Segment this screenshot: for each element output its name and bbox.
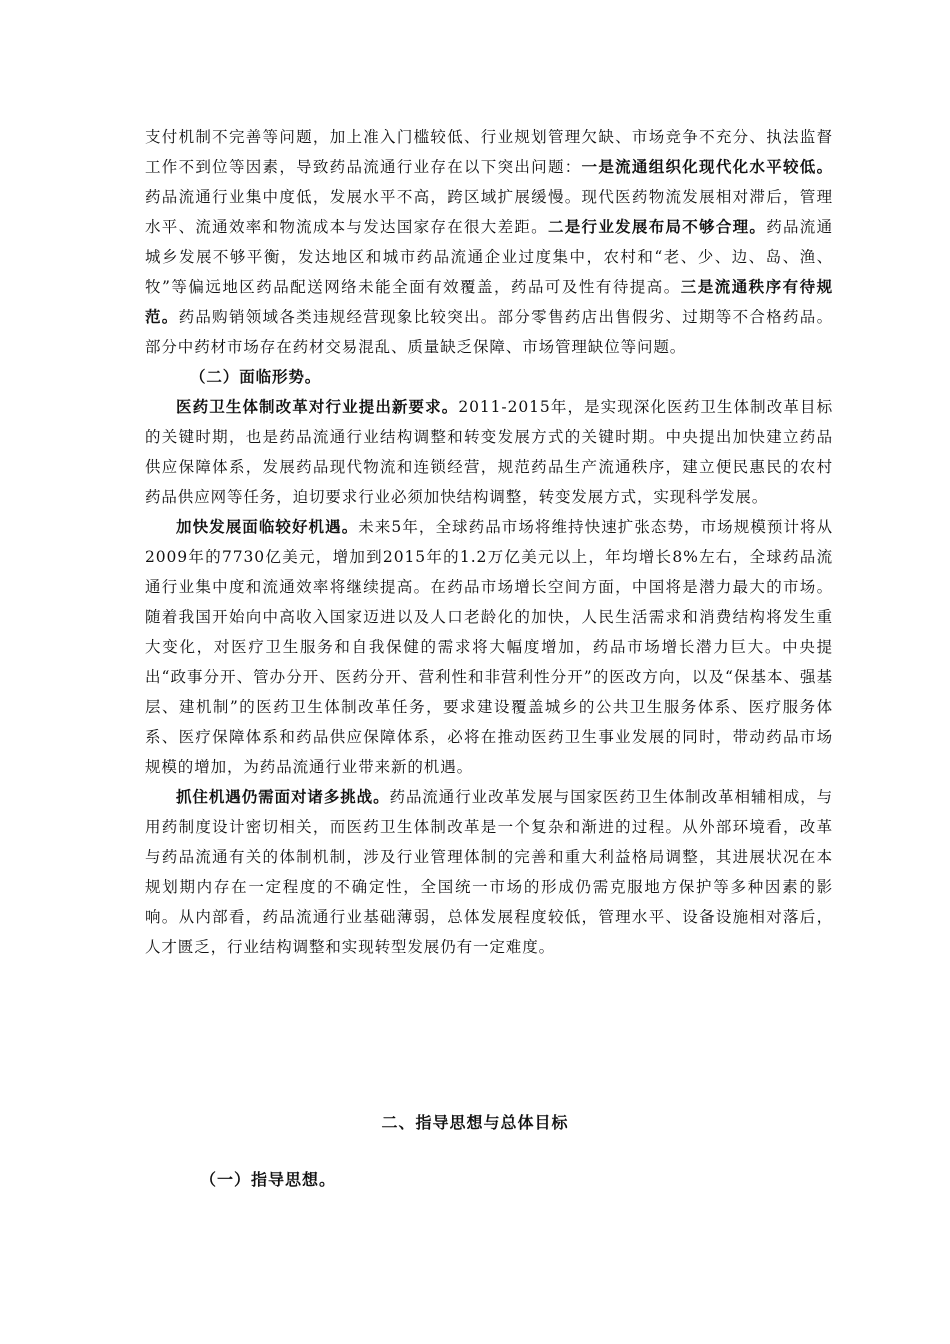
bold-phrase: 一是流通组织化现代化水平较低。 bbox=[581, 157, 833, 176]
text-run: 药品购销领域各类违规经营现象比较突出。部分零售药店出售假劣、过期等不合格药品。部分中药材市场存在药材交易混乱、质量缺乏保障、市场管理缺位等问题。 bbox=[145, 308, 833, 356]
text-run: 药品流通行业改革发展与国家医药卫生体制改革相辅相成，与用药制度设计密切相关，而医药卫生体制改革是一个复杂和渐进的过程。从外部环境看，改革与药品流通有关的体制机制，涉及行业管理体制的完善和重大利益格局调整，其进展状况在本规划期内存在一定程度的不确定性，全国统一市场的形成仍需克服地方保护等多种因素的影响。从内部看，药品流通行业基础薄弱，总体发展程度较低，管理水平、设备设施相对落后，人才匮乏，行业结构调整和实现转型发展仍有一定难度。 bbox=[145, 788, 833, 956]
text-run: 支付机制不完善等问题，加上准入门槛较低、行业规划管理欠缺、市场竞争不充分、执法监督工作不到位等因素，导致药品流通行业存在以下突出问题： bbox=[145, 128, 833, 176]
text-run: 药品流通城乡发展不够平衡，发达地区和城市药品流通企业过度集中，农村和“老、少、边、岛、渔、牧”等偏远地区药品配送网络未能全面有效覆盖，药品可及性有待提高。 bbox=[145, 218, 833, 296]
subheading-guiding-ideology: （一）指导思想。 bbox=[200, 1170, 337, 1189]
paragraph-reform bbox=[145, 392, 833, 512]
bold-phrase: 抓住机遇仍需面对诸多挑战。 bbox=[176, 787, 390, 806]
body-text bbox=[145, 122, 833, 962]
bold-phrase: 加快发展面临较好机遇。 bbox=[176, 517, 359, 536]
bold-phrase: 医药卫生体制改革对行业提出新要求。 bbox=[176, 397, 459, 416]
paragraph-challenges bbox=[145, 782, 833, 962]
text-run: 未来5年，全球药品市场将维持快速扩张态势，市场规模预计将从2009年的7730亿美元，增加到2015年的1.2万亿美元以上，年均增长8%左右，全球药品流通行业集中度和流通效率将继续提高。在药品市场增长空间方面，中国将是潜力最大的市场。随着我国开始向中高收入国家迈进以及人口老龄化的加快，人民生活需求和消费结构将发生重大变化，对医疗卫生服务和自我保健的需求将大幅度增加，药品市场增长潜力巨大。中央提出“政事分开、管办分开、医药分开、营利性和非营利性分开”的医改方向，以及“保基本、强基层、建机制”的医药卫生体制改革任务，要求建设覆盖城乡的公共卫生服务体系、医疗服务体系、医疗保障体系和药品供应保障体系，必将在推动医药卫生事业发展的同时，带动药品市场规模的增加，为药品流通行业带来新的机遇。 bbox=[145, 518, 834, 776]
bold-phrase: 二是行业发展布局不够合理。 bbox=[547, 217, 767, 236]
text-run: 2011-2015年，是实现深化医药卫生体制改革目标的关键时期，也是药品流通行业结构调整和转变发展方式的关键时期。中央提出加快建立药品供应保障体系，发展药品现代物流和连锁经营，规范药品生产流通秩序，建立便民惠民的农村药品供应网等任务，迫切要求行业必须加快结构调整，转变发展方式，实现科学发展。 bbox=[145, 398, 833, 506]
text-run: 药品流通行业集中度低，发展水平不高，跨区域扩展缓慢。现代医药物流发展相对滞后，管理水平、流通效率和物流成本与发达国家存在很大差距。 bbox=[145, 188, 833, 236]
paragraph-opportunity bbox=[145, 512, 833, 782]
paragraph-problems bbox=[145, 122, 833, 362]
bold-phrase: 三是流通秩序有待规范。 bbox=[145, 277, 833, 326]
section-title: 二、指导思想与总体目标 bbox=[381, 1113, 569, 1132]
subheading-situation: （二）面临形势。 bbox=[190, 367, 322, 386]
